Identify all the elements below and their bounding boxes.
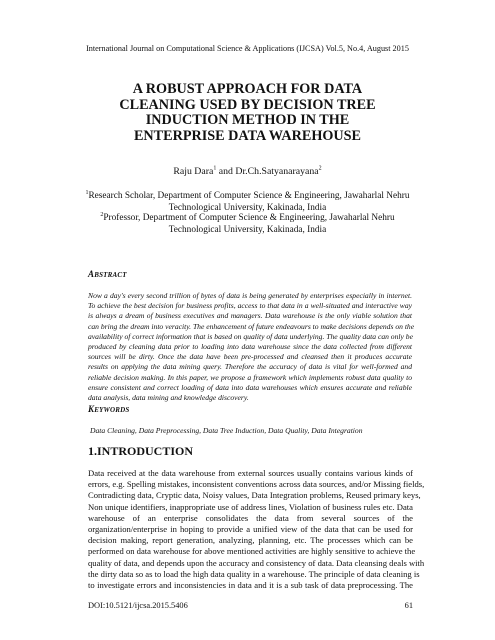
title-line: CLEANING USED BY DECISION TREE (119, 96, 376, 113)
author-2-superscript: 2 (318, 165, 322, 172)
affiliation-line (60, 191, 435, 203)
abstract-line: availability of correct information that is based on quality of data underlying. The quality data can only be (88, 331, 413, 341)
author-1: Raju Dara (173, 166, 214, 177)
author-line (0, 166, 495, 177)
affiliation-1 (60, 191, 435, 214)
author-2: and Dr.Ch.Satyanarayana (216, 166, 319, 177)
abstract-line: produced by cleaning data prior to loading into data warehouse since the data collected from different (88, 342, 412, 352)
affiliation-2-superscript: 2 (100, 211, 104, 218)
body-line: performed on data warehouse for above mentioned activities are highly sensitive to achieve the (88, 546, 416, 557)
abstract-heading-initial: A (88, 269, 95, 279)
affiliation-line (60, 213, 435, 225)
paper-title (60, 82, 435, 144)
body-line: Non unique identifiers, inappropriate use of address lines, Violation of business rules etc. Data (88, 501, 413, 512)
abstract-body (88, 291, 415, 403)
keywords-heading (88, 404, 129, 414)
abstract-line: reliable decision making. In this paper, we propose a framework which implements robust data quality to (88, 372, 412, 382)
body-line: warehouse of an enterprise consolidates the data from several sources of the (88, 512, 413, 523)
affiliation-2-text: Professor, Department of Computer Science & Engineering, Jawaharlal Nehru (103, 213, 395, 223)
abstract-heading (88, 269, 127, 279)
keywords-heading-initial: K (88, 404, 95, 414)
title-line: ENTERPRISE DATA WAREHOUSE (133, 127, 362, 144)
title-line: INDUCTION METHOD IN THE (145, 112, 350, 129)
affiliation-1-text: Research Scholar, Department of Computer Science & Engineering, Jawaharlal Nehru (88, 191, 410, 201)
affiliation-line: Technological University, Kakinada, India (168, 224, 327, 235)
body-line: organization/enterprise in hoping to provide a unified view of the data that can be used for (88, 524, 413, 535)
journal-header: International Journal on Computational Science & Applications (IJCSA) Vol.5, No.4, August 2015 (86, 44, 409, 53)
keywords-heading-rest: EYWORDS (94, 406, 130, 414)
abstract-line: data analysis, data mining and knowledge discovery. (88, 393, 249, 403)
affiliation-2 (60, 213, 435, 236)
affiliation-1-superscript: 1 (85, 189, 89, 196)
body-line: Contradicting data, Cryptic data, Noisy values, Data Integration problems, Reused primary keys, (88, 490, 421, 501)
abstract-line: results on applying the data mining query. Therefore the accuracy of data is vital for well-formed and (88, 362, 412, 372)
title-line: A ROBUST APPROACH FOR DATA (132, 81, 363, 97)
abstract-line: sources will be dirty. Once the data have been pre-processed and cleansed then it produces accurate (88, 352, 412, 362)
keywords-list: Data Cleaning, Data Preprocessing, Data Tree Induction, Data Quality, Data Integration (90, 426, 363, 435)
abstract-line: is always a dream of business executives and managers. Data warehouse is the only viable solution that (88, 311, 412, 321)
affiliation-line: Technological University, Kakinada, India (168, 202, 327, 213)
body-line: errors, e.g. Spelling mistakes, inconsistent conventions across data sources, and/or Missing fields, (88, 479, 425, 490)
body-line: the dirty data so as to load the high data quality in a warehouse. The principle of data cleaning is (88, 568, 420, 579)
body-line: decision making, report generation, analyzing, planning, etc. The processes which can be (88, 535, 413, 546)
author-1-superscript: 1 (213, 165, 217, 172)
doi-label: DOI:10.5121/ijcsa.2015.5406 (88, 601, 188, 610)
abstract-line: To achieve the best decision for business profits, access to that data in a well-situated and interactive way (88, 301, 412, 311)
body-line: to investigate errors and inconsistencies in data and it is a sub task of data preprocessing. The (88, 580, 413, 591)
page-number: 61 (404, 601, 413, 610)
introduction-body (88, 468, 425, 591)
introduction-heading: 1.INTRODUCTION (88, 444, 194, 458)
abstract-line: ensure consistent and correct loading of data into data warehouses which ensures accurate and reliable (88, 382, 412, 392)
abstract-line: can bring the dream into veracity. The enhancement of future endeavours to make decisions depends on the (88, 321, 415, 331)
abstract-line: Now a day's every second trillion of bytes of data is being generated by enterprises especially in internet. (88, 291, 412, 300)
body-line: Data received at the data warehouse from external sources usually contains various kinds of (88, 468, 413, 478)
abstract-heading-rest: BSTRACT (94, 271, 127, 279)
body-line: quality of data, and depends upon the accuracy and consistency of data. Data cleansing deals with (88, 557, 425, 568)
